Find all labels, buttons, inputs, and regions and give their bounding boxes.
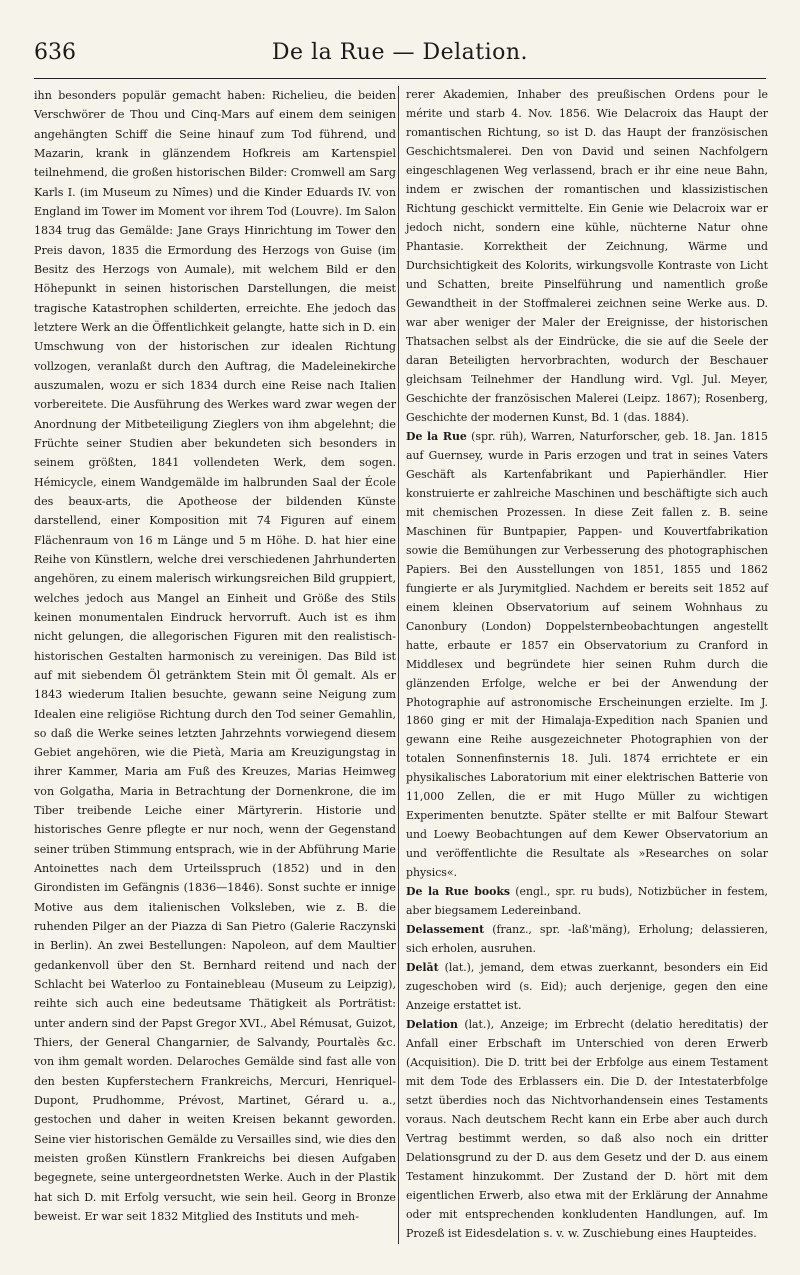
entry-headword: Delassement	[406, 923, 485, 937]
entry-body: (spr. rüh), Warren, Naturforscher, geb. 18. Jan. 1815 auf Guernsey, wurde in Paris erzogen und trat in seines Vaters Geschäft als Kartenfabrikant und Papierhändler. Hier konstruierte er zahlreiche Maschinen und beschäftigte sich auch mit chemischen Prozessen. In diese Zeit fallen z. B. seine Maschinen für Buntpapier, Pappen- und Kouvertfabrikation sowie die Bemühungen zur Verbesserung des photographischen Papiers. Bei den Ausstellungen von 1851, 1855 und 1862 fungierte er als Jurymitglied. Nachdem er bereits seit 1852 auf einem kleinen Observatorium auf seinem Wohnhaus zu Canonbury (London) Doppelsternbeobachtungen angestellt hatte, erbaute er 1857 ein Observatorium zu Cranford in Middlesex und begründete hier seinen Ruhm durch die glänzenden Erfolge, welche er bei der Anwendung der Photographie auf astronomische Erscheinungen erzielte. Im J. 1860 ging er mit der Himalaja-Expedition nach Spanien und gewann eine Reihe ausgezeichneter Photographien von der totalen Sonnenfinsternis 18. Juli. 1874 errichtete er ein physikalisches Laboratorium mit einer elektrischen Batterie von 11,000 Zellen, die er mit Hugo Müller zu wichtigen Experimenten benutzte. Später stellte er mit Balfour Stewart und Loewy Beobachtungen auf dem Kewer Observatorium an und veröffentlichte die Resultate als »Researches on solar physics«.	[406, 429, 768, 880]
entry-headword: De la Rue	[406, 429, 467, 443]
article-continuation: rerer Akademien, Inhaber des preußischen Ordens pour le mérite und starb 4. Nov. 1856. Wie Delacroix das Haupt der romantischen Richtung, so ist D. das Haupt der französischen Geschichtsmalerei. Den von David und seinen Nachfolgern eingeschlagenen Weg verlassend, brach er ihr eine neue Bahn, indem er zwischen der romantischen und klassizistischen Richtung geschickt vermittelte. Ein Genie wie Delacroix war er jedoch nicht, sondern eine kühle, nüchterne Natur ohne Phantasie. Korrektheit der Zeichnung, Wärme und Durchsichtigkeit des Kolorits, wirkungsvolle Kontraste von Licht und Schatten, breite Pinselführung und namentlich große Gewandtheit in der Stoffmalerei zeichnen seine Werke aus. D. war aber weniger der Maler der Ereignisse, der historischen Thatsachen selbst als der Eindrücke, die sie auf die Seele der daran Beteiligten hervorbrachten, wodurch der Beschauer gleichsam Teilnehmer der Handlung wird. Vgl. Jul. Meyer, Geschichte der französischen Malerei (Leipz. 1867); Rosenberg, Geschichte der modernen Kunst, Bd. 1 (das. 1884).	[406, 88, 768, 424]
entry-body: (engl., spr. ru buds), Notizbücher in festem, aber biegsamem Ledereinband.	[406, 885, 768, 918]
page-header	[34, 40, 766, 74]
entry-body: (lat.), Anzeige; im Erbrecht (delatio hereditatis) der Anfall einer Erbschaft im Unterschied von deren Erwerb (Acquisition). Die D. tritt bei der Erbfolge aus einem Testament mit dem Tode des Erblassers ein. Die D. der Intestaterbfolge setzt überdies noch das Nichtvorhandensein eines Testaments voraus. Nach deutschem Recht kann ein Erbe aber auch durch Vertrag bestimmt werden, so daß also noch ein dritter Delationsgrund zu der D. aus dem Gesetz und der D. aus einem Testament hinzukommt. Der Zustand der D. hört mit dem eigentlichen Erwerb, also etwa mit der Erklärung der Annahme oder mit entsprechenden konkludenten Handlungen, auf. Im Prozeß ist Eidesdelation s. v. w. Zuschiebung eines Haupteides.	[406, 1018, 768, 1241]
header-rule	[34, 78, 766, 79]
entry-de-la-rue-books	[406, 883, 768, 921]
entry-headword: Delation	[406, 1018, 458, 1032]
entry-de-la-rue	[406, 428, 768, 884]
entry-headword: Delāt	[406, 961, 439, 975]
entry-delassement	[406, 921, 768, 959]
entry-headword: De la Rue books	[406, 885, 511, 899]
right-column	[406, 86, 768, 1244]
entry-body: (franz., spr. -laß'mäng), Erholung; delassieren, sich erholen, ausruhen.	[406, 923, 768, 956]
left-column	[34, 86, 396, 1226]
column-divider	[398, 86, 399, 1244]
page-number: 636	[34, 40, 76, 65]
entry-delation	[406, 1016, 768, 1244]
running-head: De la Rue — Delation.	[271, 40, 529, 65]
article-continuation: ihn besonders populär gemacht haben: Richelieu, die beiden Verschwörer de Thou und Cinq-Mars auf einem dem seinigen angehängten Schiff die Seine hinauf zum Tod führend, und Mazarin, krank in glänzendem Hofkreis am Kartenspiel teilnehmend, die großen historischen Bilder: Cromwell am Sarg Karls I. (im Museum zu Nîmes) und die Kinder Eduards IV. von England im Tower im Moment vor ihrem Tod (Louvre). Im Salon 1834 trug das Gemälde: Jane Grays Hinrichtung im Tower den Preis davon, 1835 die Ermordung des Herzogs von Guise (im Besitz des Herzogs von Aumale), mit welchem Bild er den Höhepunkt in seinen historischen Darstellungen, die meist tragische Katastrophen schilderten, erreichte. Ehe jedoch das letztere Werk an die Öffentlichkeit gelangte, hatte sich in D. ein Umschwung von der historischen zur idealen Richtung vollzogen, veranlaßt durch den Auftrag, die Madeleinekirche auszumalen, wozu er sich 1834 durch eine Reise nach Italien vorbereitete. Die Ausführung des Werkes ward zwar wegen der Anordnung der Mitbeteiligung Zieglers von ihm abgelehnt; die Früchte seiner Studien aber bekundeten sich besonders in seinem größten, 1841 vollendeten Werk, dem sogen. Hémicycle, einem Wandgemälde im halbrunden Saal der École des beaux-arts, die Apotheose der bildenden Künste darstellend, einer Komposition mit 74 Figuren auf einem Flächenraum von 16 m Länge und 5 m Höhe. D. hat hier eine Reihe von Künstlern, welche drei verschiedenen Jahrhunderten angehören, zu einem malerisch wirkungsreichen Bild gruppiert, welches jedoch aus Mangel an Einheit und Größe des Stils keinen monumentalen Eindruck hervorruft. Auch ist es ihm nicht gelungen, die allegorischen Figuren mit den realistisch-historischen Gestalten harmonisch zu vereinigen. Das Bild ist auf mit siebendem Öl getränktem Stein mit Öl gemalt. Als er 1843 wiederum Italien besuchte, gewann seine Neigung zum Idealen eine religiöse Richtung durch den Tod seiner Gemahlin, so daß die Werke seines letzten Jahrzehnts vorwiegend diesem Gebiet angehören, wie die Pietà, Maria am Kreuzigungstag in ihrer Kammer, Maria am Fuß des Kreuzes, Marias Heimweg von Golgatha, Maria in Betrachtung der Dornenkrone, die im Tiber treibende Leiche einer Märtyrerin. Historie und historisches Genre pflegte er nur noch, wenn der Gegenstand seiner trüben Stimmung entsprach, wie in der Abführung Marie Antoinettes nach dem Urteilsspruch (1852) und in den Girondisten im Gefängnis (1836—1846). Sonst suchte er innige Motive aus dem italienischen Volksleben, wie z. B. die ruhenden Pilger an der Piazza di San Pietro (Galerie Raczynski in Berlin). An zwei Bestellungen: Napoleon, auf dem Maultier gedankenvoll über den St. Bernhard reitend und nach der Schlacht bei Waterloo zu Fontainebleau (Museum zu Leipzig), reihte sich auch eine bedeutsame Thätigkeit als Porträtist: unter andern sind der Papst Gregor XVI., Abel Rémusat, Guizot, Thiers, der General Changarnier, de Salvandy, Pourtalès &c. von ihm gemalt worden. Delaroches Gemälde sind fast alle von den besten Kupferstechern Frankreichs, Mercuri, Henriquel-Dupont, Prudhomme, Prévost, Martinet, Gérard u. a., gestochen und daher in weiten Kreisen bekannt geworden. Seine vier historischen Gemälde zu Versailles sind, wie dies den meisten großen Künstlern Frankreichs bei diesen Aufgaben begegnete, seine untergeordnetsten Werke. Auch in der Plastik hat sich D. mit Erfolg versucht, wie sein heil. Georg in Bronze beweist. Er war seit 1832 Mitglied des Instituts und meh-	[34, 89, 396, 1224]
entry-body: (lat.), jemand, dem etwas zuerkannt, besonders ein Eid zugeschoben wird (s. Eid); auch derjenige, gegen den eine Anzeige erstattet ist.	[406, 961, 768, 1013]
entry-delat	[406, 959, 768, 1016]
